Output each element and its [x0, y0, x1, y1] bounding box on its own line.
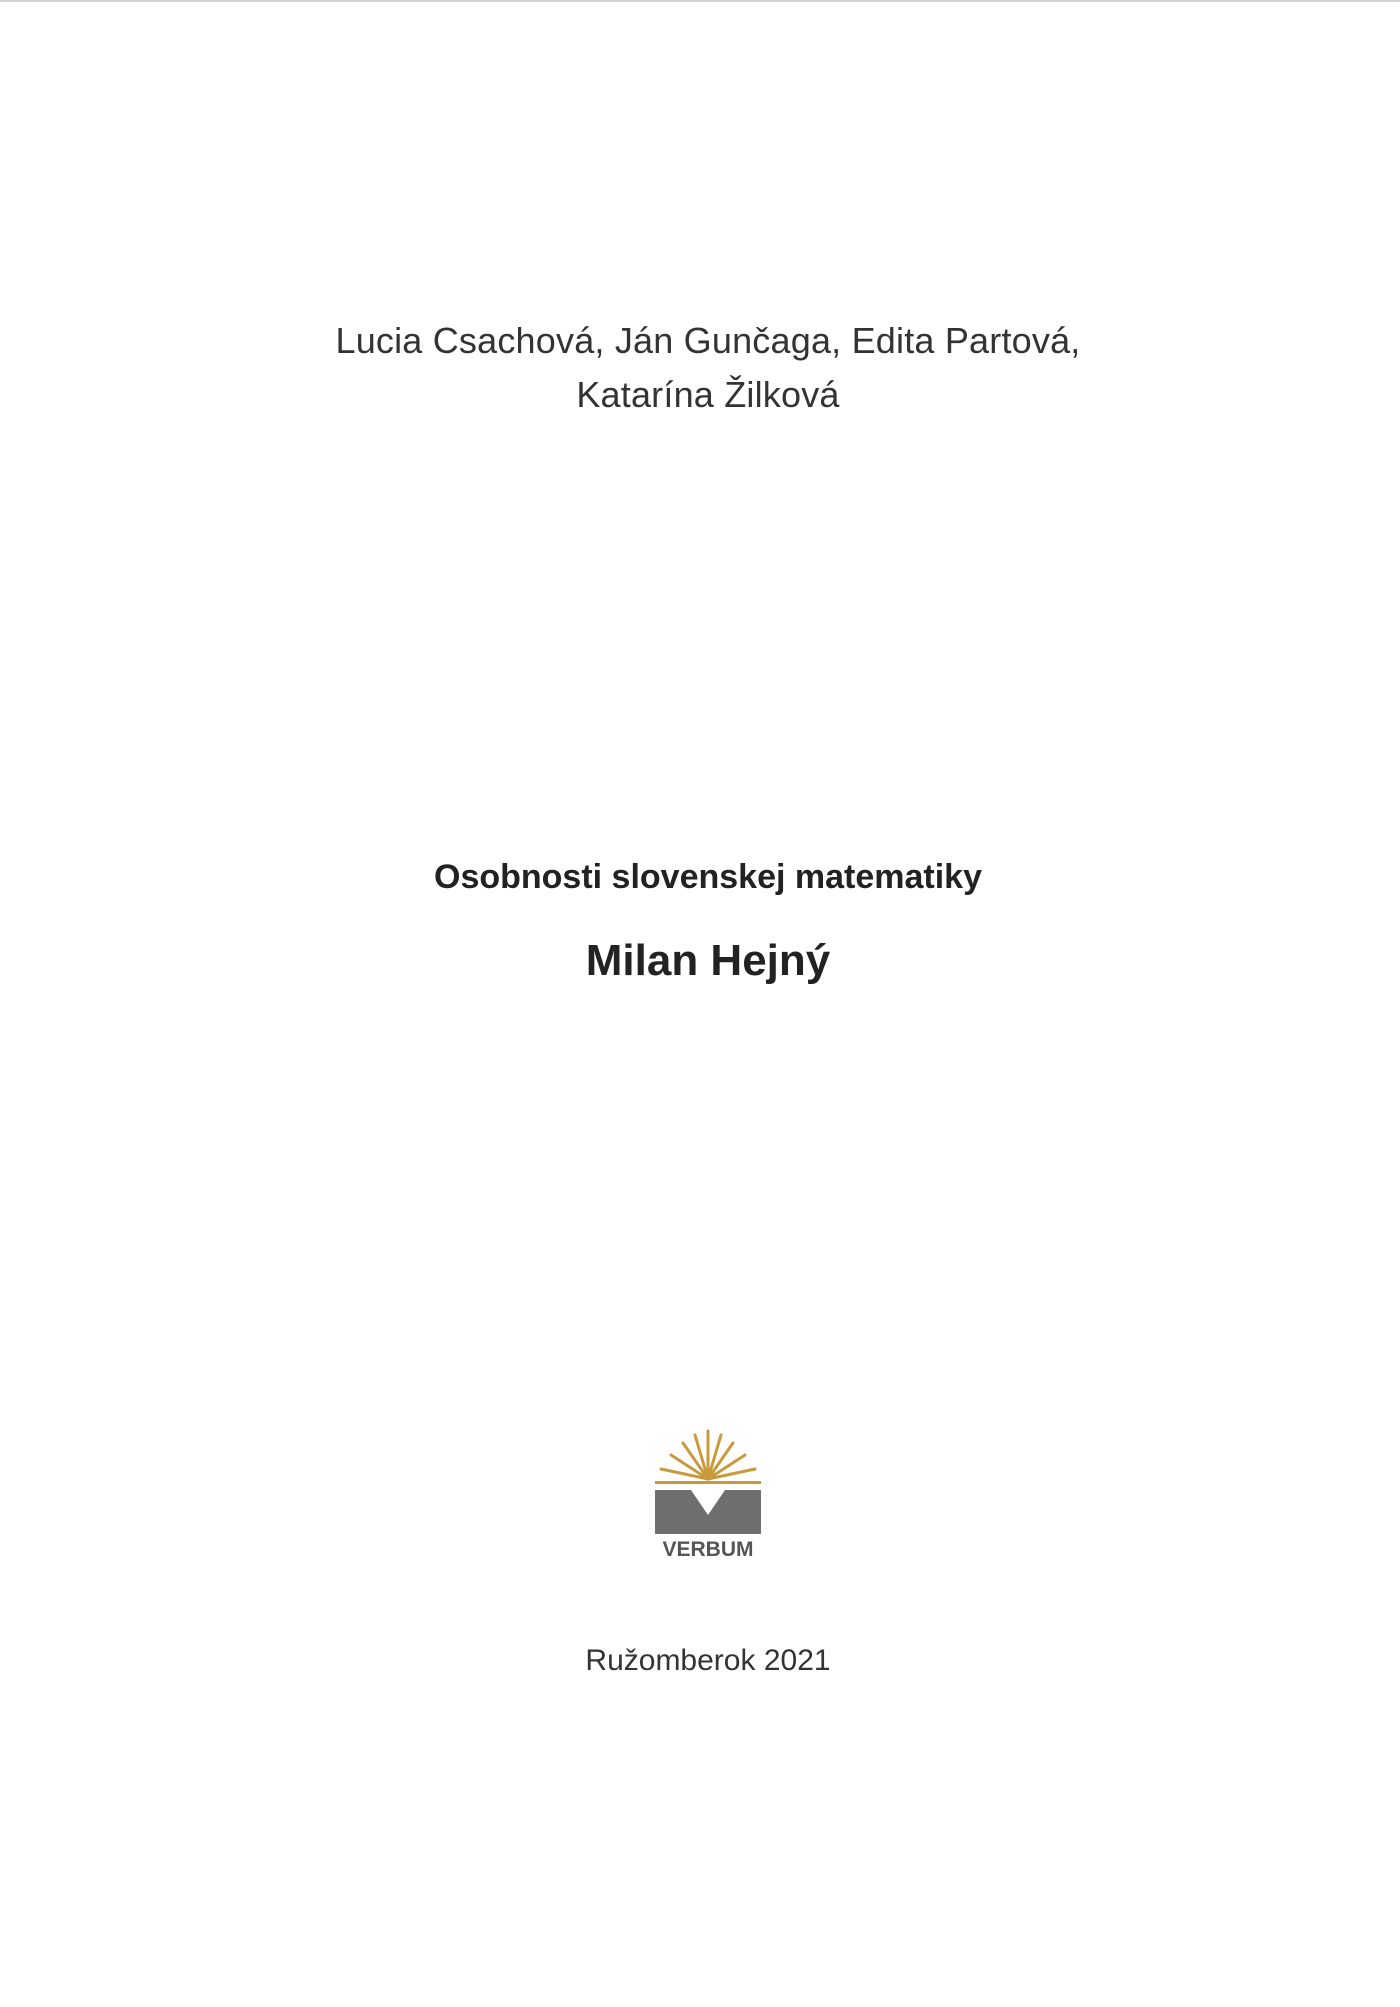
- verbum-logo-icon: [653, 1427, 763, 1562]
- series-title: Osobnosti slovenskej matematiky: [434, 858, 982, 896]
- imprint-place: Ružomberok: [585, 1644, 756, 1677]
- author-line-1: Lucia Csachová, Ján Gunčaga, Edita Partová,: [335, 320, 1081, 361]
- author-list: [0, 314, 1400, 422]
- gold-bar: [655, 1481, 761, 1484]
- imprint: [0, 1644, 1400, 1678]
- book-shape: [655, 1490, 761, 1534]
- imprint-year: 2021: [763, 1644, 831, 1677]
- sunburst-rays: [661, 1431, 755, 1479]
- publisher-name: VERBUM: [662, 1538, 754, 1561]
- book-title: Milan Hejný: [585, 936, 831, 985]
- author-line-2: Katarína Žilková: [576, 374, 840, 415]
